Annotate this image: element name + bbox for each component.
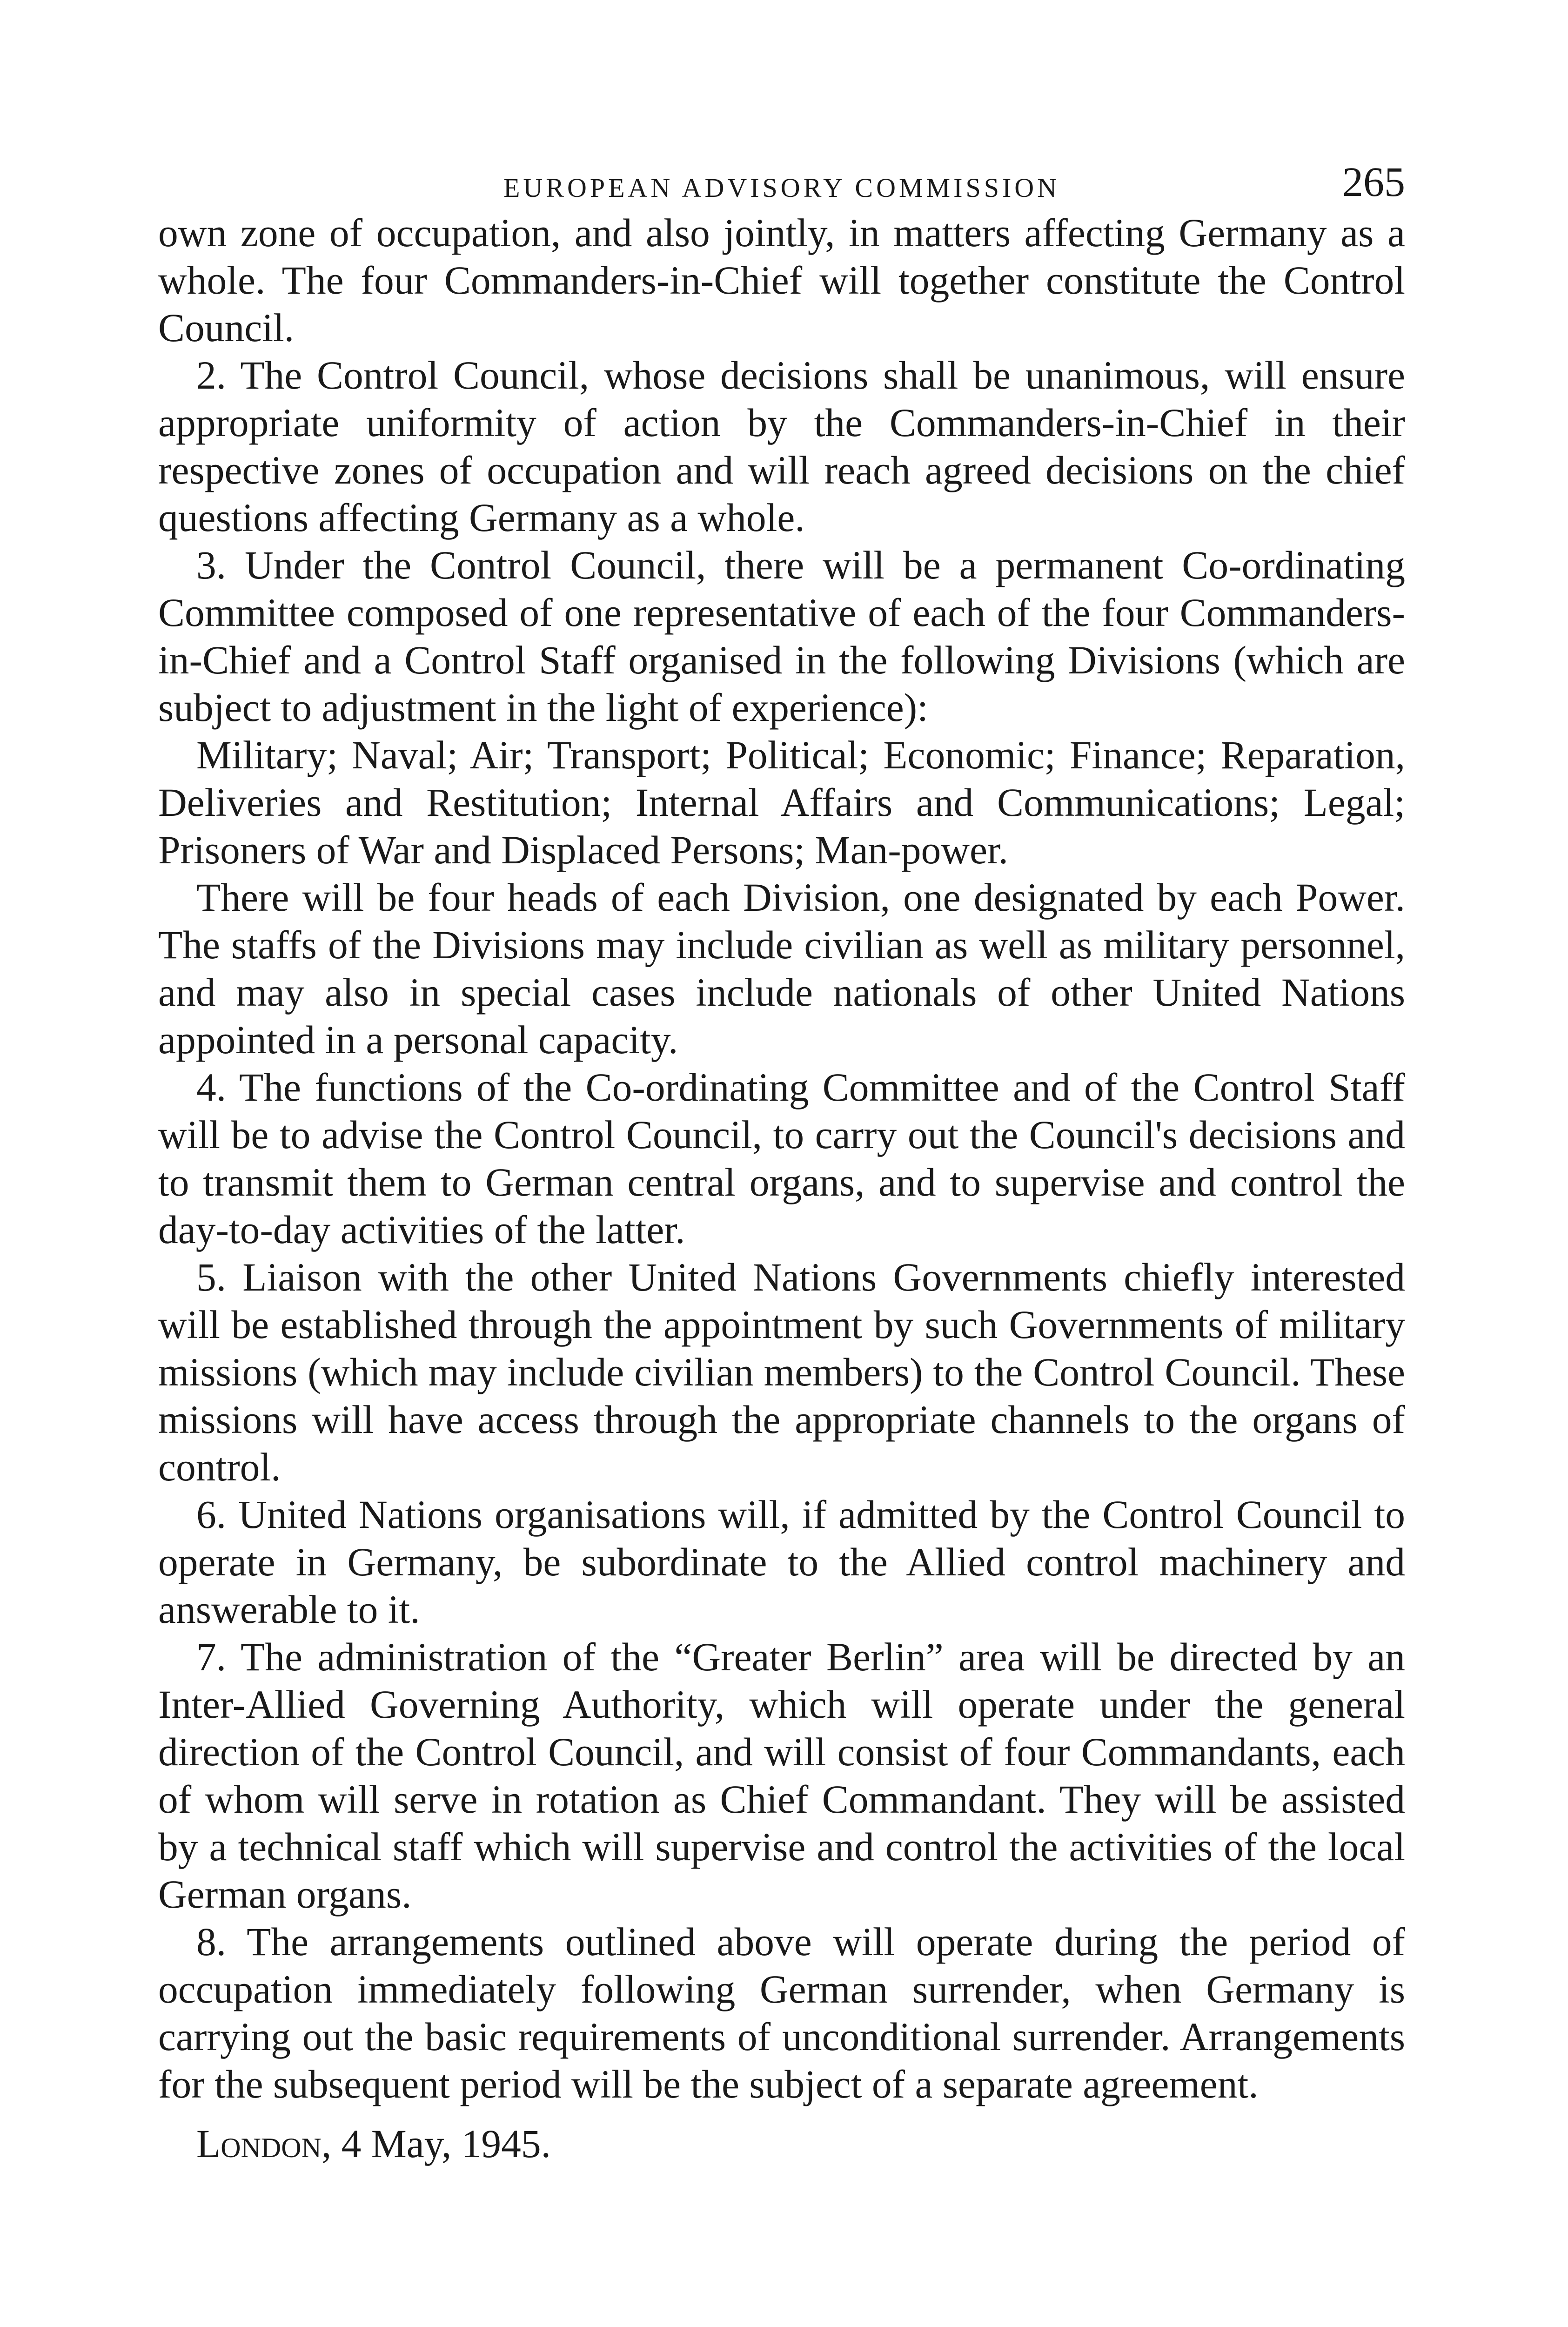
paragraph-7: 7. The administration of the “Greater Berlin” area will be directed by an Inter-Allied Governing Authority, which will operate under the general direction of the Control Council, and will consist of four Commandants, each of whom will serve in rotation as Chief Commandant. They will be assisted by a technical staff which will supervise and control the activities of the local German organs.: [158, 1635, 1405, 1917]
paragraph-3: 3. Under the Control Council, there will be a permanent Co-ordinating Committee composed of one representative of each of the four Commanders-in-Chief and a Control Staff organised in the following Divisions (which are subject to adjustment in the light of experience):: [158, 544, 1405, 730]
paragraph-3-divisions-list: Military; Naval; Air; Transport; Political; Economic; Finance; Reparation, Deliveries and Restitution; Internal Affairs and Communications; Legal; Prisoners of War and Displaced Persons; Man-power.: [158, 733, 1405, 872]
running-title: EUROPEAN ADVISORY COMMISSION: [503, 173, 1060, 203]
running-header: [158, 158, 1405, 209]
paragraph-continuation: own zone of occupation, and also jointly, in matters affecting Germany as a whole. The four Commanders-in-Chief will together constitute the Control Council.: [158, 211, 1405, 350]
body-text: [158, 209, 1405, 2168]
paragraph-8: 8. The arrangements outlined above will operate during the period of occupation immediately following German surrender, when Germany is carrying out the basic requirements of unconditional surrender. Arrangements for the subsequent period will be the subject of a separate agreement.: [158, 1920, 1405, 2106]
paragraph-5: 5. Liaison with the other United Nations Governments chiefly interested will be established through the appointment by such Governments of military missions (which may include civilian members) to the Control Council. These missions will have access through the appropriate channels to the organs of control.: [158, 1256, 1405, 1489]
dateline-date: , 4 May, 1945.: [321, 2122, 551, 2166]
paragraph-2: 2. The Control Council, whose decisions shall be unanimous, will ensure appropriate uniformity of action by the Commanders-in-Chief in their respective zones of occupation and will reach agreed decisions on the chief questions affecting Germany as a whole.: [158, 354, 1405, 540]
document-page: [158, 158, 1405, 2168]
dateline: [158, 2120, 1405, 2168]
paragraph-4: 4. The functions of the Co-ordinating Committee and of the Control Staff will be to advise the Control Council, to carry out the Council's decisions and to transmit them to German central organs, and to supervise and control the day-to-day activities of the latter.: [158, 1066, 1405, 1252]
paragraph-6: 6. United Nations organisations will, if admitted by the Control Council to operate in Germany, be subordinate to the Allied control machinery and answerable to it.: [158, 1493, 1405, 1632]
paragraph-3-division-heads: There will be four heads of each Division, one designated by each Power. The staffs of the Divisions may include civilian as well as military personnel, and may also in special cases include nationals of other United Nations appointed in a personal capacity.: [158, 876, 1405, 1062]
page-number: 265: [1342, 159, 1405, 205]
dateline-place: London: [196, 2122, 322, 2166]
